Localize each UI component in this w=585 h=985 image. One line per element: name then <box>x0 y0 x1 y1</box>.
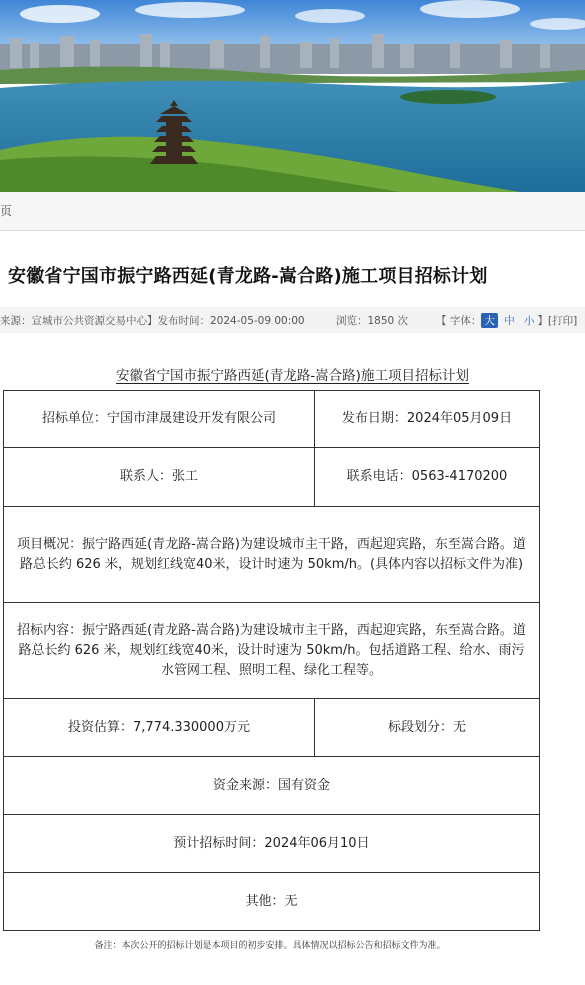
view-count: 浏览：1850 次 <box>336 315 409 327</box>
project-overview-cell: 项目概况：振宁路西延(青龙路-嵩合路)为建设城市主干路，西起迎宾路，东至嵩合路。道路总长约 626 米，规划红线宽40米，设计时速为 50km/h。(具体内容以招标文件为准) <box>4 507 540 603</box>
contact-person-cell: 联系人：张工 <box>4 448 315 507</box>
tender-unit-cell: 招标单位：宁国市津晟建设开发有限公司 <box>4 391 315 448</box>
document-heading <box>0 364 585 384</box>
table-row <box>4 815 540 873</box>
article-meta-bar <box>0 307 585 333</box>
page-title: 安徽省宁国市振宁路西延(青龙路-嵩合路)施工项目招标计划 <box>8 266 488 287</box>
font-size-controls <box>436 313 577 328</box>
table-row <box>4 391 540 448</box>
table-row <box>4 699 540 757</box>
font-size-large-button[interactable]: 大 <box>481 313 498 328</box>
table-row <box>4 873 540 931</box>
font-size-bracket: 】 <box>537 315 549 327</box>
tender-content-cell: 招标内容：振宁路西延(青龙路-嵩合路)为建设城市主干路，西起迎宾路，东至嵩合路。道路总长约 626 米，规划红线宽40米，设计时速为 50km/h。包括道路工程、给水、雨污水管网工程、照明工程、绿化工程等。 <box>4 603 540 699</box>
table-row <box>4 603 540 699</box>
tender-plan-table <box>3 390 540 931</box>
font-size-label: 【 字体： <box>436 315 482 327</box>
funding-source-cell: 资金来源：国有资金 <box>4 757 540 815</box>
font-size-small-button[interactable]: 小 <box>524 315 535 327</box>
document-heading-text: 安徽省宁国市振宁路西延(青龙路-嵩合路)施工项目招标计划 <box>116 368 469 384</box>
other-cell: 其他：无 <box>4 873 540 931</box>
source-and-date: 来源：宣城市公共资源交易中心】发布时间：2024-05-09 00:00 <box>0 315 305 327</box>
investment-estimate-cell: 投资估算：7,774.330000万元 <box>4 699 315 757</box>
expected-tender-time-cell: 预计招标时间：2024年06月10日 <box>4 815 540 873</box>
print-link[interactable]: [打印] <box>548 315 578 327</box>
remark-note: 备注：本次公开的招标计划是本项目的初步安排。具体情况以招标公告和招标文件为准。 <box>94 941 446 951</box>
publish-date-cell: 发布日期：2024年05月09日 <box>315 391 540 448</box>
font-size-medium-button[interactable]: 中 <box>504 315 515 327</box>
table-row <box>4 448 540 507</box>
contact-phone-cell: 联系电话：0563-4170200 <box>315 448 540 507</box>
table-row <box>4 507 540 603</box>
breadcrumb: 页 <box>0 204 13 218</box>
table-row <box>4 757 540 815</box>
banner-image <box>0 0 585 192</box>
breadcrumb-bar <box>0 192 585 231</box>
section-division-cell: 标段划分：无 <box>315 699 540 757</box>
